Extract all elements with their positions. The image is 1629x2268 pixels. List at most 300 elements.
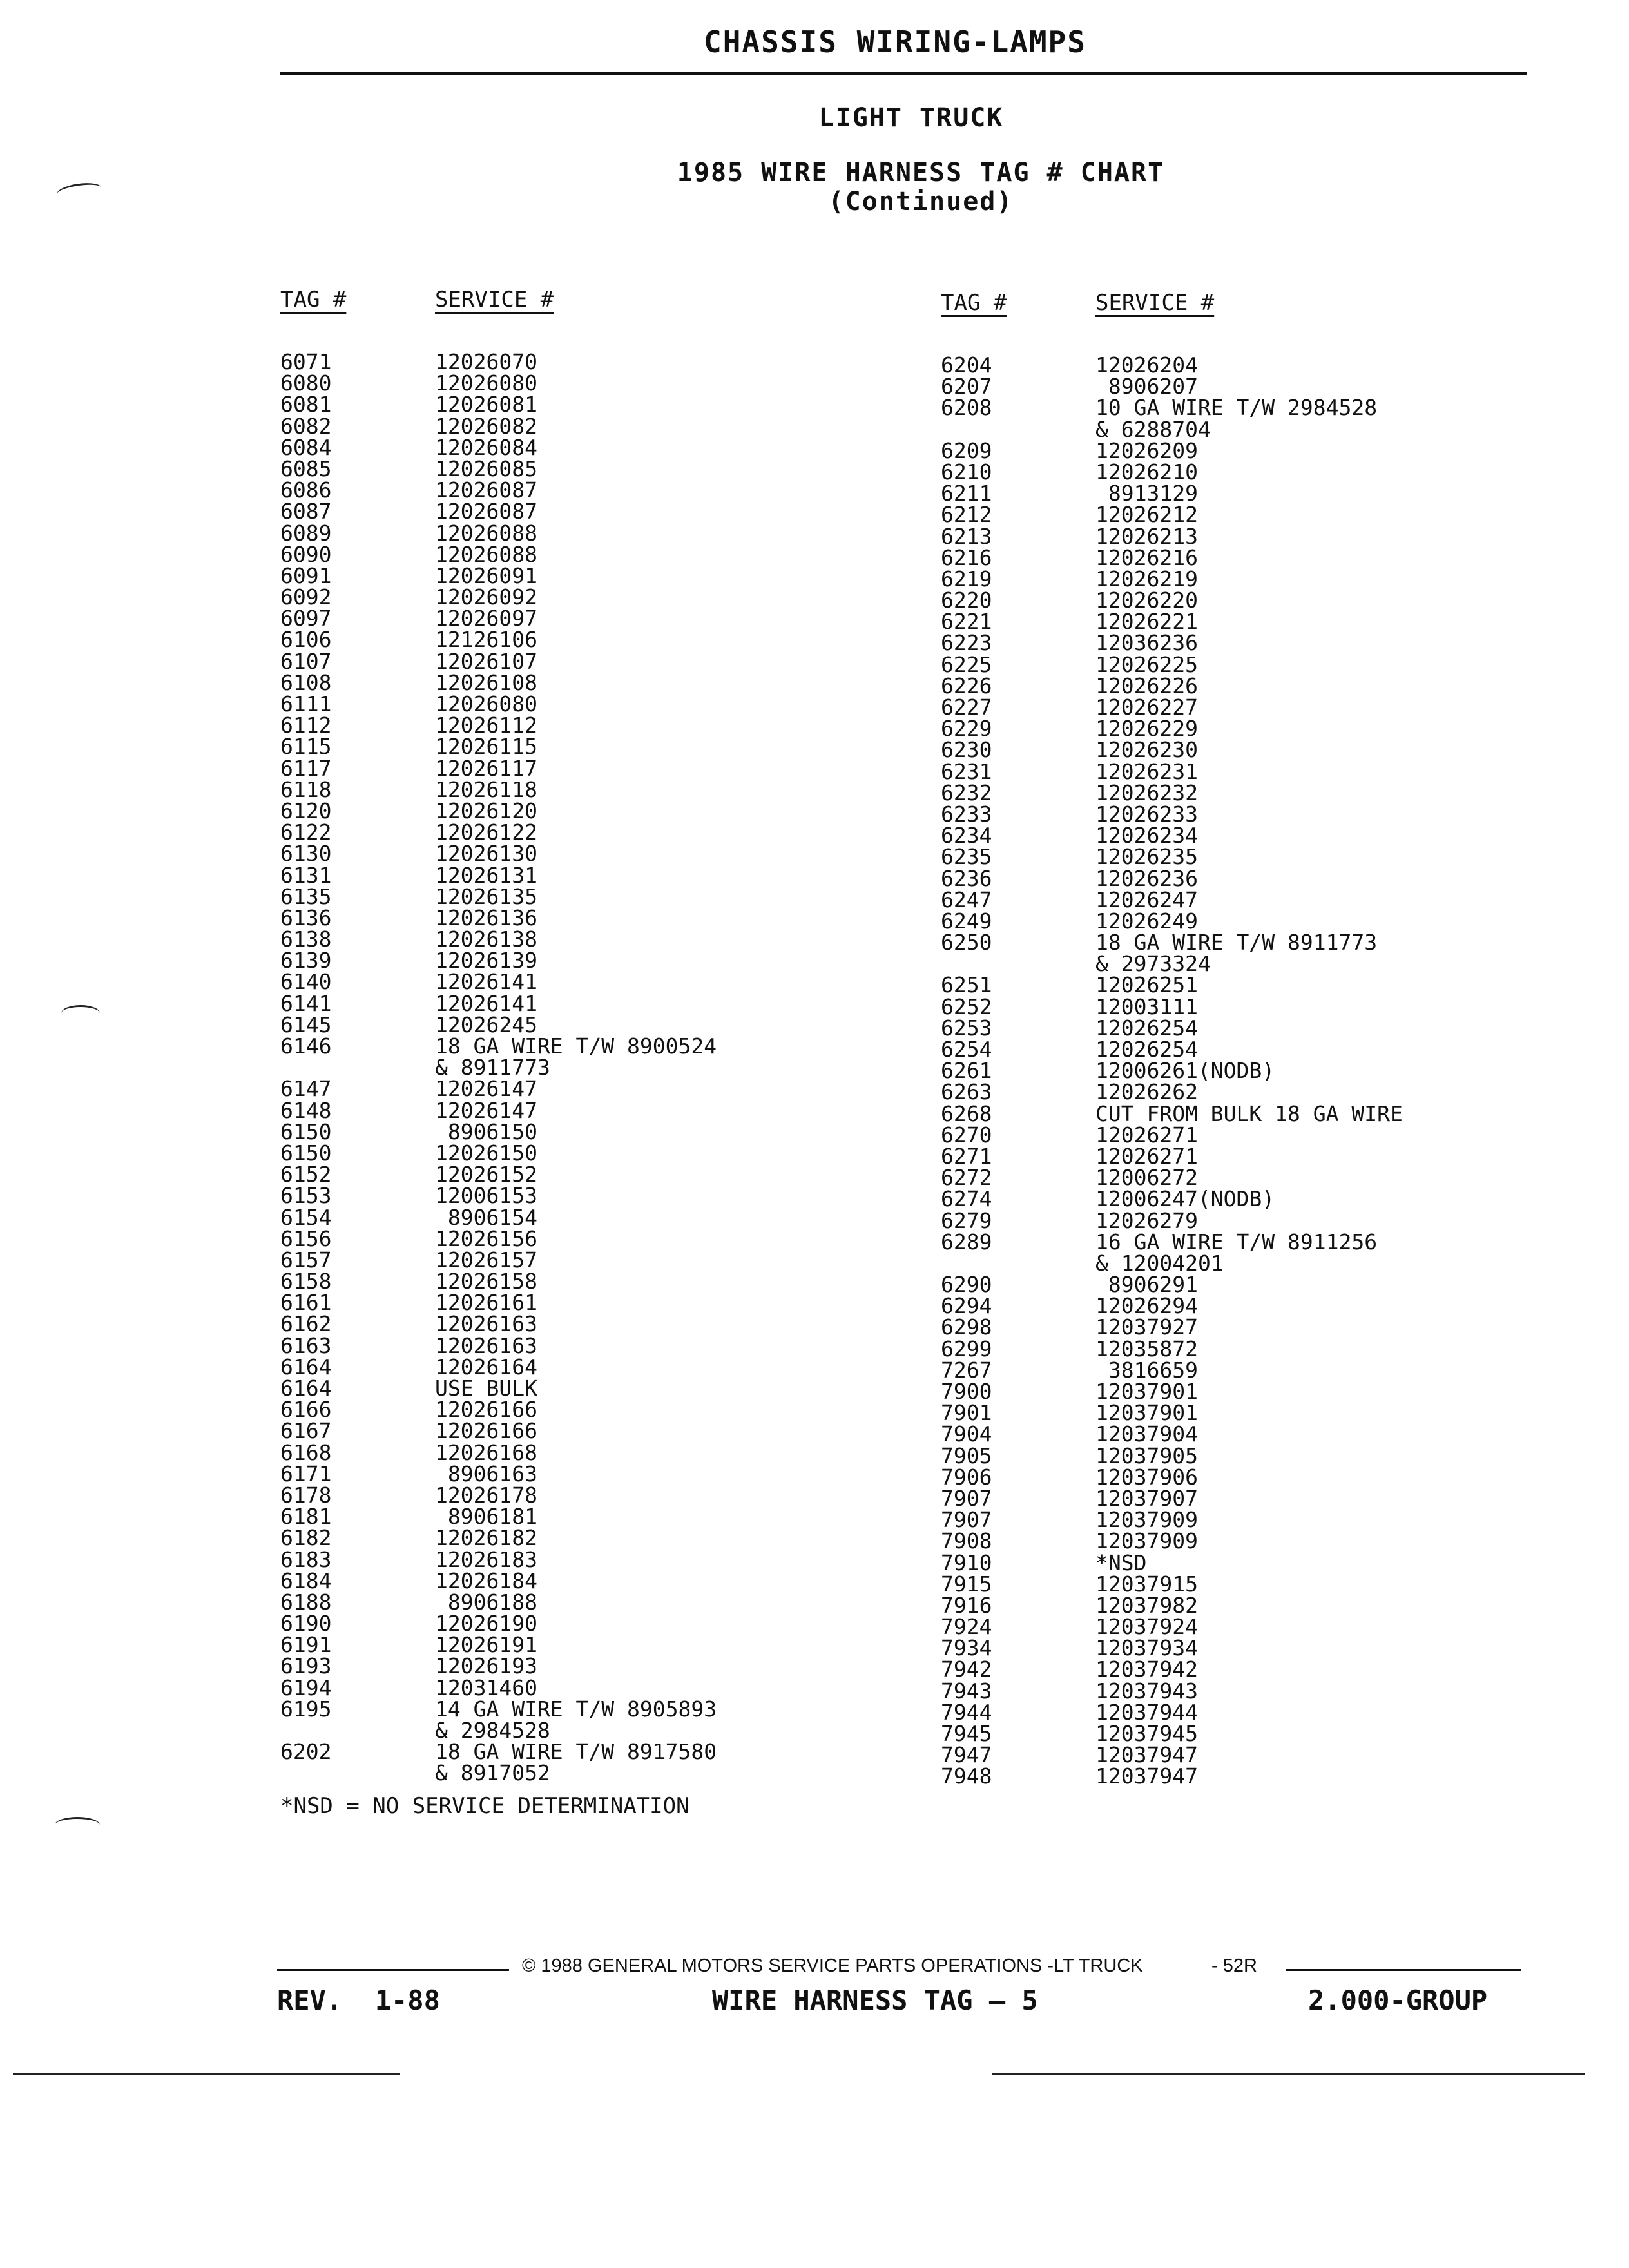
table-row bbox=[941, 544, 1403, 570]
table-row bbox=[280, 715, 717, 736]
tag-number: 6194 bbox=[280, 1675, 332, 1700]
page-code: - 52R bbox=[1211, 1956, 1257, 1976]
tag-number: 6086 bbox=[280, 477, 332, 503]
table-row bbox=[280, 1204, 717, 1230]
table-row bbox=[941, 1058, 1403, 1084]
table-row bbox=[280, 693, 717, 715]
service-number: 12026235 bbox=[1095, 844, 1198, 870]
nsd-note: *NSD = NO SERVICE DETERMINATION bbox=[280, 1793, 689, 1819]
service-number: 12026161 bbox=[435, 1290, 537, 1316]
tag-number: 6274 bbox=[941, 1186, 992, 1212]
service-number: 12037924 bbox=[1095, 1614, 1198, 1640]
tag-number: 6087 bbox=[280, 499, 332, 524]
tag-number: 6150 bbox=[280, 1140, 332, 1166]
service-number: 12026229 bbox=[1095, 716, 1198, 742]
table-row bbox=[280, 734, 717, 760]
tag-number: 7900 bbox=[941, 1379, 992, 1404]
service-number: 12037947 bbox=[1095, 1742, 1198, 1768]
table-row bbox=[280, 434, 717, 460]
service-number: 12026150 bbox=[435, 1140, 537, 1166]
service-number: 12026135 bbox=[435, 883, 537, 909]
tag-number: 6299 bbox=[941, 1336, 992, 1361]
tag-number: 6117 bbox=[280, 755, 332, 781]
table-row bbox=[280, 1097, 717, 1123]
service-number: 12037915 bbox=[1095, 1571, 1198, 1597]
table-row bbox=[941, 951, 1403, 977]
tag-number: 6234 bbox=[941, 823, 992, 849]
service-number: 12026231 bbox=[1095, 758, 1198, 784]
tag-number: 6081 bbox=[280, 392, 332, 418]
tag-number: 6190 bbox=[280, 1611, 332, 1637]
tag-number: 6195 bbox=[280, 1696, 332, 1722]
table-row bbox=[280, 1720, 717, 1741]
tag-number: 6115 bbox=[280, 734, 332, 760]
service-number: USE BULK bbox=[435, 1376, 537, 1401]
header-rule bbox=[280, 72, 1527, 75]
service-number: 12026193 bbox=[435, 1653, 537, 1679]
service-number: CUT FROM BULK 18 GA WIRE bbox=[1095, 1100, 1403, 1126]
table-row bbox=[280, 862, 717, 888]
tag-number: 6247 bbox=[941, 887, 992, 912]
margin-mark bbox=[61, 1005, 100, 1021]
tag-number: 7907 bbox=[941, 1485, 992, 1511]
table-row bbox=[280, 479, 717, 501]
tag-number: 7945 bbox=[941, 1721, 992, 1746]
tag-number: 6253 bbox=[941, 1015, 992, 1041]
table-row bbox=[280, 755, 717, 781]
tag-number: 6294 bbox=[941, 1293, 992, 1319]
tag-number: 6154 bbox=[280, 1204, 332, 1230]
service-number: 12026085 bbox=[435, 456, 537, 481]
service-number: 12026232 bbox=[1095, 780, 1198, 805]
tag-number: 6271 bbox=[941, 1143, 992, 1169]
table-row bbox=[280, 392, 717, 418]
table-row bbox=[941, 697, 1403, 718]
service-number: 8906181 bbox=[435, 1504, 537, 1530]
tag-number: 7904 bbox=[941, 1421, 992, 1447]
table-row bbox=[280, 1164, 717, 1185]
tag-number: 6150 bbox=[280, 1119, 332, 1144]
service-number: 8906188 bbox=[435, 1589, 537, 1615]
table-row bbox=[941, 483, 1403, 504]
tag-number: 6164 bbox=[280, 1354, 332, 1379]
service-number: 12037982 bbox=[1095, 1592, 1198, 1618]
tag-number: 6223 bbox=[941, 630, 992, 656]
table-row bbox=[941, 782, 1403, 803]
service-number: 12026070 bbox=[435, 349, 537, 374]
service-number: 12035872 bbox=[1095, 1336, 1198, 1361]
tag-number: 7901 bbox=[941, 1400, 992, 1426]
section-label: WIRE HARNESS TAG — 5 bbox=[712, 1984, 1038, 2016]
service-number: 3816659 bbox=[1095, 1357, 1198, 1383]
service-number: 8906154 bbox=[435, 1204, 537, 1230]
tag-number: 6191 bbox=[280, 1632, 332, 1658]
table-row bbox=[941, 651, 1403, 677]
tag-number: 6108 bbox=[280, 669, 332, 695]
table-row bbox=[280, 841, 717, 867]
table-row bbox=[941, 354, 1403, 376]
tag-number: 6163 bbox=[280, 1332, 332, 1358]
service-number: 12026221 bbox=[1095, 609, 1198, 635]
table-row bbox=[941, 1765, 1403, 1787]
table-row bbox=[941, 930, 1403, 956]
tag-number: 7907 bbox=[941, 1507, 992, 1533]
service-number: 12026115 bbox=[435, 734, 537, 760]
table-row bbox=[280, 1290, 717, 1316]
tag-number: 6164 bbox=[280, 1376, 332, 1401]
tag-number: 6097 bbox=[280, 606, 332, 631]
service-number: 12026251 bbox=[1095, 972, 1198, 998]
tag-number: 6236 bbox=[941, 865, 992, 891]
table-row bbox=[941, 1231, 1403, 1253]
service-number: 12026147 bbox=[435, 1097, 537, 1123]
tag-number: 7947 bbox=[941, 1742, 992, 1768]
service-number: 12026227 bbox=[1095, 695, 1198, 720]
left-table bbox=[280, 351, 717, 1784]
table-row bbox=[280, 648, 717, 674]
service-number: 12026163 bbox=[435, 1311, 537, 1337]
tag-number: 6254 bbox=[941, 1037, 992, 1062]
table-row bbox=[941, 1316, 1403, 1338]
tag-number: 6111 bbox=[280, 691, 332, 716]
table-row bbox=[941, 1124, 1403, 1146]
tag-number bbox=[280, 1720, 435, 1741]
tag-number: 6279 bbox=[941, 1207, 992, 1233]
tag-number: 6213 bbox=[941, 523, 992, 549]
table-row bbox=[280, 1525, 717, 1551]
table-row bbox=[280, 1397, 717, 1423]
table-row bbox=[280, 969, 717, 995]
service-number: 12037943 bbox=[1095, 1678, 1198, 1704]
tag-number: 6208 bbox=[941, 395, 992, 421]
table-row bbox=[280, 541, 717, 567]
table-row bbox=[280, 1439, 717, 1465]
table-row bbox=[941, 1552, 1403, 1573]
tag-number: 6092 bbox=[280, 584, 332, 610]
tag-number: 7905 bbox=[941, 1443, 992, 1468]
table-row bbox=[941, 1423, 1403, 1445]
service-number: 12037909 bbox=[1095, 1528, 1198, 1554]
service-number: 12026117 bbox=[435, 755, 537, 781]
tag-number: 6221 bbox=[941, 609, 992, 635]
service-number: 12026184 bbox=[435, 1568, 537, 1593]
service-number: 12037904 bbox=[1095, 1421, 1198, 1447]
table-row bbox=[941, 1485, 1403, 1511]
tag-number: 6084 bbox=[280, 434, 332, 460]
table-row bbox=[941, 823, 1403, 849]
tag-number: 7924 bbox=[941, 1614, 992, 1640]
group-label: 2.000-GROUP bbox=[1308, 1984, 1488, 2016]
table-row bbox=[941, 716, 1403, 742]
service-number: 12037907 bbox=[1095, 1485, 1198, 1511]
right-tag-heading: TAG # bbox=[941, 290, 1007, 316]
table-row bbox=[941, 609, 1403, 635]
service-number: & 8917052 bbox=[435, 1760, 550, 1786]
service-number: 12037901 bbox=[1095, 1379, 1198, 1404]
tag-number: 6290 bbox=[941, 1272, 992, 1298]
service-number: 12026182 bbox=[435, 1525, 537, 1551]
tag-number: 7943 bbox=[941, 1678, 992, 1704]
service-number: 12037905 bbox=[1095, 1443, 1198, 1468]
tag-number: 7948 bbox=[941, 1763, 992, 1789]
table-row bbox=[941, 416, 1403, 442]
table-row bbox=[941, 1680, 1403, 1702]
table-row bbox=[941, 1592, 1403, 1618]
service-number: 12026130 bbox=[435, 841, 537, 867]
tag-number: 6141 bbox=[280, 990, 332, 1016]
table-row bbox=[941, 523, 1403, 549]
table-row bbox=[280, 1035, 717, 1057]
tag-number: 6090 bbox=[280, 541, 332, 567]
service-number: 12026081 bbox=[435, 392, 537, 418]
table-row bbox=[941, 1186, 1403, 1212]
table-row bbox=[280, 1121, 717, 1142]
service-number: 12003111 bbox=[1095, 994, 1198, 1019]
service-number: 12026097 bbox=[435, 606, 537, 631]
tag-number: 7944 bbox=[941, 1699, 992, 1725]
table-row bbox=[280, 351, 717, 372]
left-tag-heading: TAG # bbox=[280, 287, 347, 312]
table-row bbox=[941, 1658, 1403, 1680]
table-row bbox=[280, 883, 717, 909]
service-number: 12037942 bbox=[1095, 1657, 1198, 1682]
service-number: 12026107 bbox=[435, 648, 537, 674]
service-number: 12026131 bbox=[435, 862, 537, 888]
service-number: 12026088 bbox=[435, 541, 537, 567]
table-row bbox=[941, 1507, 1403, 1533]
service-number: 12026190 bbox=[435, 1611, 537, 1637]
table-row bbox=[941, 910, 1403, 932]
service-number: 12037906 bbox=[1095, 1464, 1198, 1490]
tag-number: 6085 bbox=[280, 456, 332, 481]
bottom-rule-left bbox=[13, 2073, 400, 2075]
tag-number: 6250 bbox=[941, 930, 992, 956]
table-row bbox=[280, 1504, 717, 1530]
table-row bbox=[280, 1632, 717, 1658]
tag-number: 6207 bbox=[941, 374, 992, 399]
tag-number: 6231 bbox=[941, 758, 992, 784]
tag-number: 6147 bbox=[280, 1076, 332, 1102]
table-row bbox=[280, 458, 717, 479]
service-number: 12026204 bbox=[1095, 352, 1198, 378]
page-title: CHASSIS WIRING-LAMPS bbox=[704, 24, 1086, 59]
tag-number bbox=[941, 953, 1095, 974]
table-row bbox=[941, 1079, 1403, 1105]
table-row bbox=[280, 1482, 717, 1508]
table-row bbox=[941, 1272, 1403, 1298]
table-row bbox=[280, 608, 717, 629]
table-row bbox=[941, 1207, 1403, 1233]
service-number: 12026212 bbox=[1095, 502, 1198, 528]
table-row bbox=[941, 1250, 1403, 1276]
tag-number: 6146 bbox=[280, 1033, 332, 1059]
table-row bbox=[280, 907, 717, 928]
tag-number: 6112 bbox=[280, 713, 332, 738]
table-row bbox=[941, 1699, 1403, 1725]
subtitle: LIGHT TRUCK bbox=[818, 103, 1004, 133]
tag-number: 6130 bbox=[280, 841, 332, 867]
tag-number: 6230 bbox=[941, 737, 992, 763]
service-number: 12026163 bbox=[435, 1332, 537, 1358]
tag-number: 6106 bbox=[280, 627, 332, 653]
table-row bbox=[280, 1655, 717, 1677]
table-row bbox=[941, 1573, 1403, 1595]
table-row bbox=[941, 1381, 1403, 1402]
table-row bbox=[280, 1677, 717, 1698]
tag-number: 6182 bbox=[280, 1525, 332, 1551]
tag-number: 6193 bbox=[280, 1653, 332, 1679]
table-row bbox=[941, 1165, 1403, 1191]
service-number: 12026236 bbox=[1095, 865, 1198, 891]
tag-number: 6153 bbox=[280, 1183, 332, 1209]
service-number: & 8911773 bbox=[435, 1055, 550, 1081]
tag-number: 6118 bbox=[280, 776, 332, 802]
table-row bbox=[941, 1400, 1403, 1426]
margin-mark bbox=[55, 1817, 100, 1833]
service-number: 12026220 bbox=[1095, 588, 1198, 613]
table-row bbox=[941, 1338, 1403, 1360]
service-number: 8913129 bbox=[1095, 481, 1198, 506]
table-row bbox=[941, 1723, 1403, 1744]
tag-number: 6220 bbox=[941, 588, 992, 613]
table-row bbox=[280, 1570, 717, 1591]
tag-number: 6156 bbox=[280, 1225, 332, 1251]
table-row bbox=[941, 1100, 1403, 1126]
service-number: 12037909 bbox=[1095, 1507, 1198, 1533]
table-row bbox=[941, 758, 1403, 784]
table-row bbox=[280, 990, 717, 1016]
tag-number: 6138 bbox=[280, 927, 332, 952]
table-row bbox=[941, 502, 1403, 528]
table-row bbox=[941, 376, 1403, 397]
table-row bbox=[280, 520, 717, 546]
table-row bbox=[941, 1143, 1403, 1169]
tag-number: 6181 bbox=[280, 1504, 332, 1530]
service-number: 12026219 bbox=[1095, 566, 1198, 591]
table-row bbox=[941, 972, 1403, 998]
service-number: 12026216 bbox=[1095, 544, 1198, 570]
table-row bbox=[280, 800, 717, 822]
table-row bbox=[941, 865, 1403, 891]
service-number: 12026234 bbox=[1095, 823, 1198, 849]
service-number: 12026166 bbox=[435, 1418, 537, 1444]
revision: REV. 1-88 bbox=[277, 1984, 440, 2016]
service-number: 12026168 bbox=[435, 1439, 537, 1465]
service-number: 12026092 bbox=[435, 584, 537, 610]
table-row bbox=[941, 1614, 1403, 1640]
tag-number: 6263 bbox=[941, 1079, 992, 1105]
service-number: 12026088 bbox=[435, 520, 537, 546]
table-row bbox=[280, 562, 717, 588]
table-row bbox=[280, 1546, 717, 1572]
tag-number: 6135 bbox=[280, 883, 332, 909]
table-row bbox=[280, 1249, 717, 1271]
service-number: 18 GA WIRE T/W 8900524 bbox=[435, 1033, 717, 1059]
table-row bbox=[280, 1014, 717, 1035]
table-row bbox=[941, 1357, 1403, 1383]
table-row bbox=[280, 1356, 717, 1378]
tag-number: 6235 bbox=[941, 844, 992, 870]
service-number: 12026158 bbox=[435, 1269, 537, 1294]
service-number: 12026213 bbox=[1095, 523, 1198, 549]
service-number: 12026178 bbox=[435, 1482, 537, 1508]
tag-number: 7942 bbox=[941, 1657, 992, 1682]
tag-number: 6120 bbox=[280, 798, 332, 823]
tag-number: 6252 bbox=[941, 994, 992, 1019]
service-number: 12037901 bbox=[1095, 1400, 1198, 1426]
tag-number: 6232 bbox=[941, 780, 992, 805]
bottom-rule-right bbox=[992, 2073, 1585, 2075]
service-number: 12026209 bbox=[1095, 437, 1198, 463]
tag-number: 6089 bbox=[280, 520, 332, 546]
service-number: 12026147 bbox=[435, 1076, 537, 1102]
table-row bbox=[280, 1225, 717, 1251]
service-number: 12026141 bbox=[435, 990, 537, 1016]
service-number: *NSD bbox=[1095, 1550, 1147, 1575]
tag-number bbox=[280, 1057, 435, 1078]
tag-number: 6167 bbox=[280, 1418, 332, 1444]
service-number: 8906291 bbox=[1095, 1272, 1198, 1298]
tag-number: 6148 bbox=[280, 1097, 332, 1123]
service-number: 12026271 bbox=[1095, 1143, 1198, 1169]
service-number: 12026249 bbox=[1095, 908, 1198, 934]
table-row bbox=[280, 1378, 717, 1399]
table-row bbox=[280, 1418, 717, 1444]
tag-number: 7908 bbox=[941, 1528, 992, 1554]
tag-number: 6171 bbox=[280, 1461, 332, 1486]
table-row bbox=[280, 413, 717, 439]
table-row bbox=[941, 461, 1403, 483]
service-number: 12026279 bbox=[1095, 1207, 1198, 1233]
table-row bbox=[941, 395, 1403, 421]
tag-number: 6225 bbox=[941, 651, 992, 677]
tag-number bbox=[280, 1762, 435, 1783]
table-row bbox=[941, 844, 1403, 870]
service-number: 12026141 bbox=[435, 969, 537, 995]
table-row bbox=[280, 1076, 717, 1102]
tag-number bbox=[941, 419, 1095, 440]
tag-number: 6178 bbox=[280, 1482, 332, 1508]
service-number: 12026166 bbox=[435, 1397, 537, 1423]
left-service-heading: SERVICE # bbox=[435, 287, 554, 312]
table-row bbox=[280, 948, 717, 974]
tag-number: 6204 bbox=[941, 352, 992, 378]
tag-number: 6211 bbox=[941, 481, 992, 506]
table-row bbox=[280, 1142, 717, 1164]
tag-number: 6136 bbox=[280, 905, 332, 930]
service-number: 12026254 bbox=[1095, 1015, 1198, 1041]
tag-number: 6139 bbox=[280, 948, 332, 974]
table-row bbox=[280, 822, 717, 843]
service-number: 12026112 bbox=[435, 713, 537, 738]
tag-number: 6091 bbox=[280, 562, 332, 588]
service-number: & 6288704 bbox=[1095, 416, 1211, 442]
service-number: 12026225 bbox=[1095, 651, 1198, 677]
service-number: & 2984528 bbox=[435, 1718, 550, 1743]
service-number: 12037927 bbox=[1095, 1314, 1198, 1340]
tag-number: 6209 bbox=[941, 437, 992, 463]
tag-number: 6210 bbox=[941, 459, 992, 485]
tag-number: 7916 bbox=[941, 1592, 992, 1618]
service-number: 12026120 bbox=[435, 798, 537, 823]
table-row bbox=[941, 1293, 1403, 1319]
service-number: 12026091 bbox=[435, 562, 537, 588]
tag-number: 7910 bbox=[941, 1550, 992, 1575]
service-number: 12126106 bbox=[435, 627, 537, 653]
table-row bbox=[941, 675, 1403, 697]
tag-number: 6233 bbox=[941, 801, 992, 827]
copyright-line: © 1988 GENERAL MOTORS SERVICE PARTS OPERATIONS -LT TRUCK bbox=[522, 1956, 1143, 1976]
